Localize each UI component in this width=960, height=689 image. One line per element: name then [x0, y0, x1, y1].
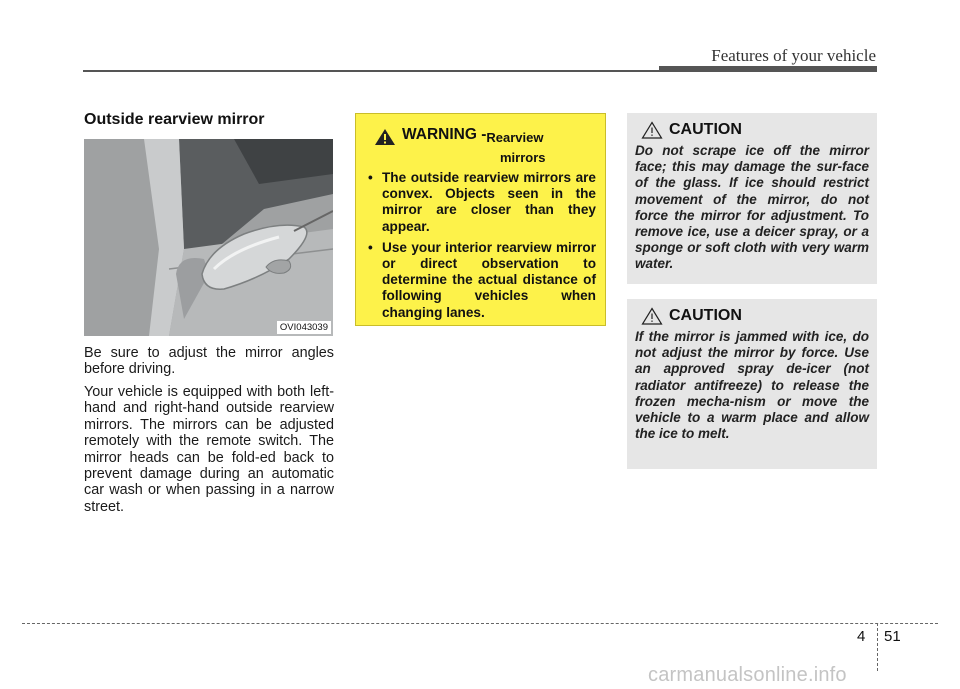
warning-header [374, 126, 596, 146]
bullet-mark: • [368, 170, 373, 185]
section-heading: Outside rearview mirror [84, 111, 265, 128]
warning-label: WARNING - [402, 126, 487, 143]
caution-triangle-icon [641, 307, 663, 325]
side-mirror-photo [84, 139, 333, 336]
warning-topic-continued [366, 149, 596, 166]
page-number: 51 [884, 628, 901, 645]
warning-topic-line1: Rearview [486, 130, 544, 145]
warning-item [366, 240, 596, 321]
caution-label: CAUTION [669, 121, 742, 138]
page-header-title: Features of your vehicle [711, 46, 876, 65]
caution-text: If the mirror is jammed with ice, do not adjust the mirror by force. Use an approved spray de-icer (not radiator antifreeze) to release the frozen mecha-nism or move the vehicle to a warm place and allow the ice to melt. [635, 329, 869, 442]
warning-triangle-icon [374, 128, 396, 146]
paragraph-adjust-angles: Be sure to adjust the mirror angles before driving. [84, 345, 334, 378]
footer-rule [22, 623, 938, 624]
warning-item [366, 170, 596, 235]
image-code-label: OVI043039 [277, 321, 331, 334]
warning-item-text: Use your interior rearview mirror or direct observation to determine the actual distance of following vehicles when changing lanes. [382, 239, 596, 320]
caution-label: CAUTION [669, 307, 742, 324]
caution-text: Do not scrape ice off the mirror face; this may damage the sur-face of the glass. If ice should restrict movement of the mirror, do not force the mirror for adjustment. To remove ice, use a deicer spray, or a sponge or soft cloth with very warm water. [635, 143, 869, 272]
side-mirror-illustration [84, 139, 333, 336]
warning-topic-line2: mirrors [500, 150, 546, 165]
header-accent-bar [659, 66, 877, 72]
watermark: carmanualsonline.info [648, 664, 847, 686]
warning-box [355, 113, 606, 326]
chapter-number: 4 [857, 628, 866, 645]
caution-header [641, 121, 869, 139]
footer-page-separator [877, 623, 878, 671]
caution-header [641, 307, 869, 325]
caution-triangle-icon [641, 121, 663, 139]
warning-list [366, 170, 596, 321]
warning-item-text: The outside rearview mirrors are convex. Objects seen in the mirror are closer than they appear. [382, 170, 596, 234]
bullet-mark: • [368, 239, 373, 255]
warning-topic [486, 129, 543, 146]
caution-box-ice-scraping [627, 113, 877, 284]
caution-box-jammed-mirror [627, 299, 877, 469]
paragraph-mirror-description: Your vehicle is equipped with both left-hand and right-hand outside rearview mirrors. The mirrors can be adjusted remotely with the remote switch. The mirror heads can be fold-ed back to prevent damage during an automatic car wash or when passing in a narrow street. [84, 384, 334, 515]
